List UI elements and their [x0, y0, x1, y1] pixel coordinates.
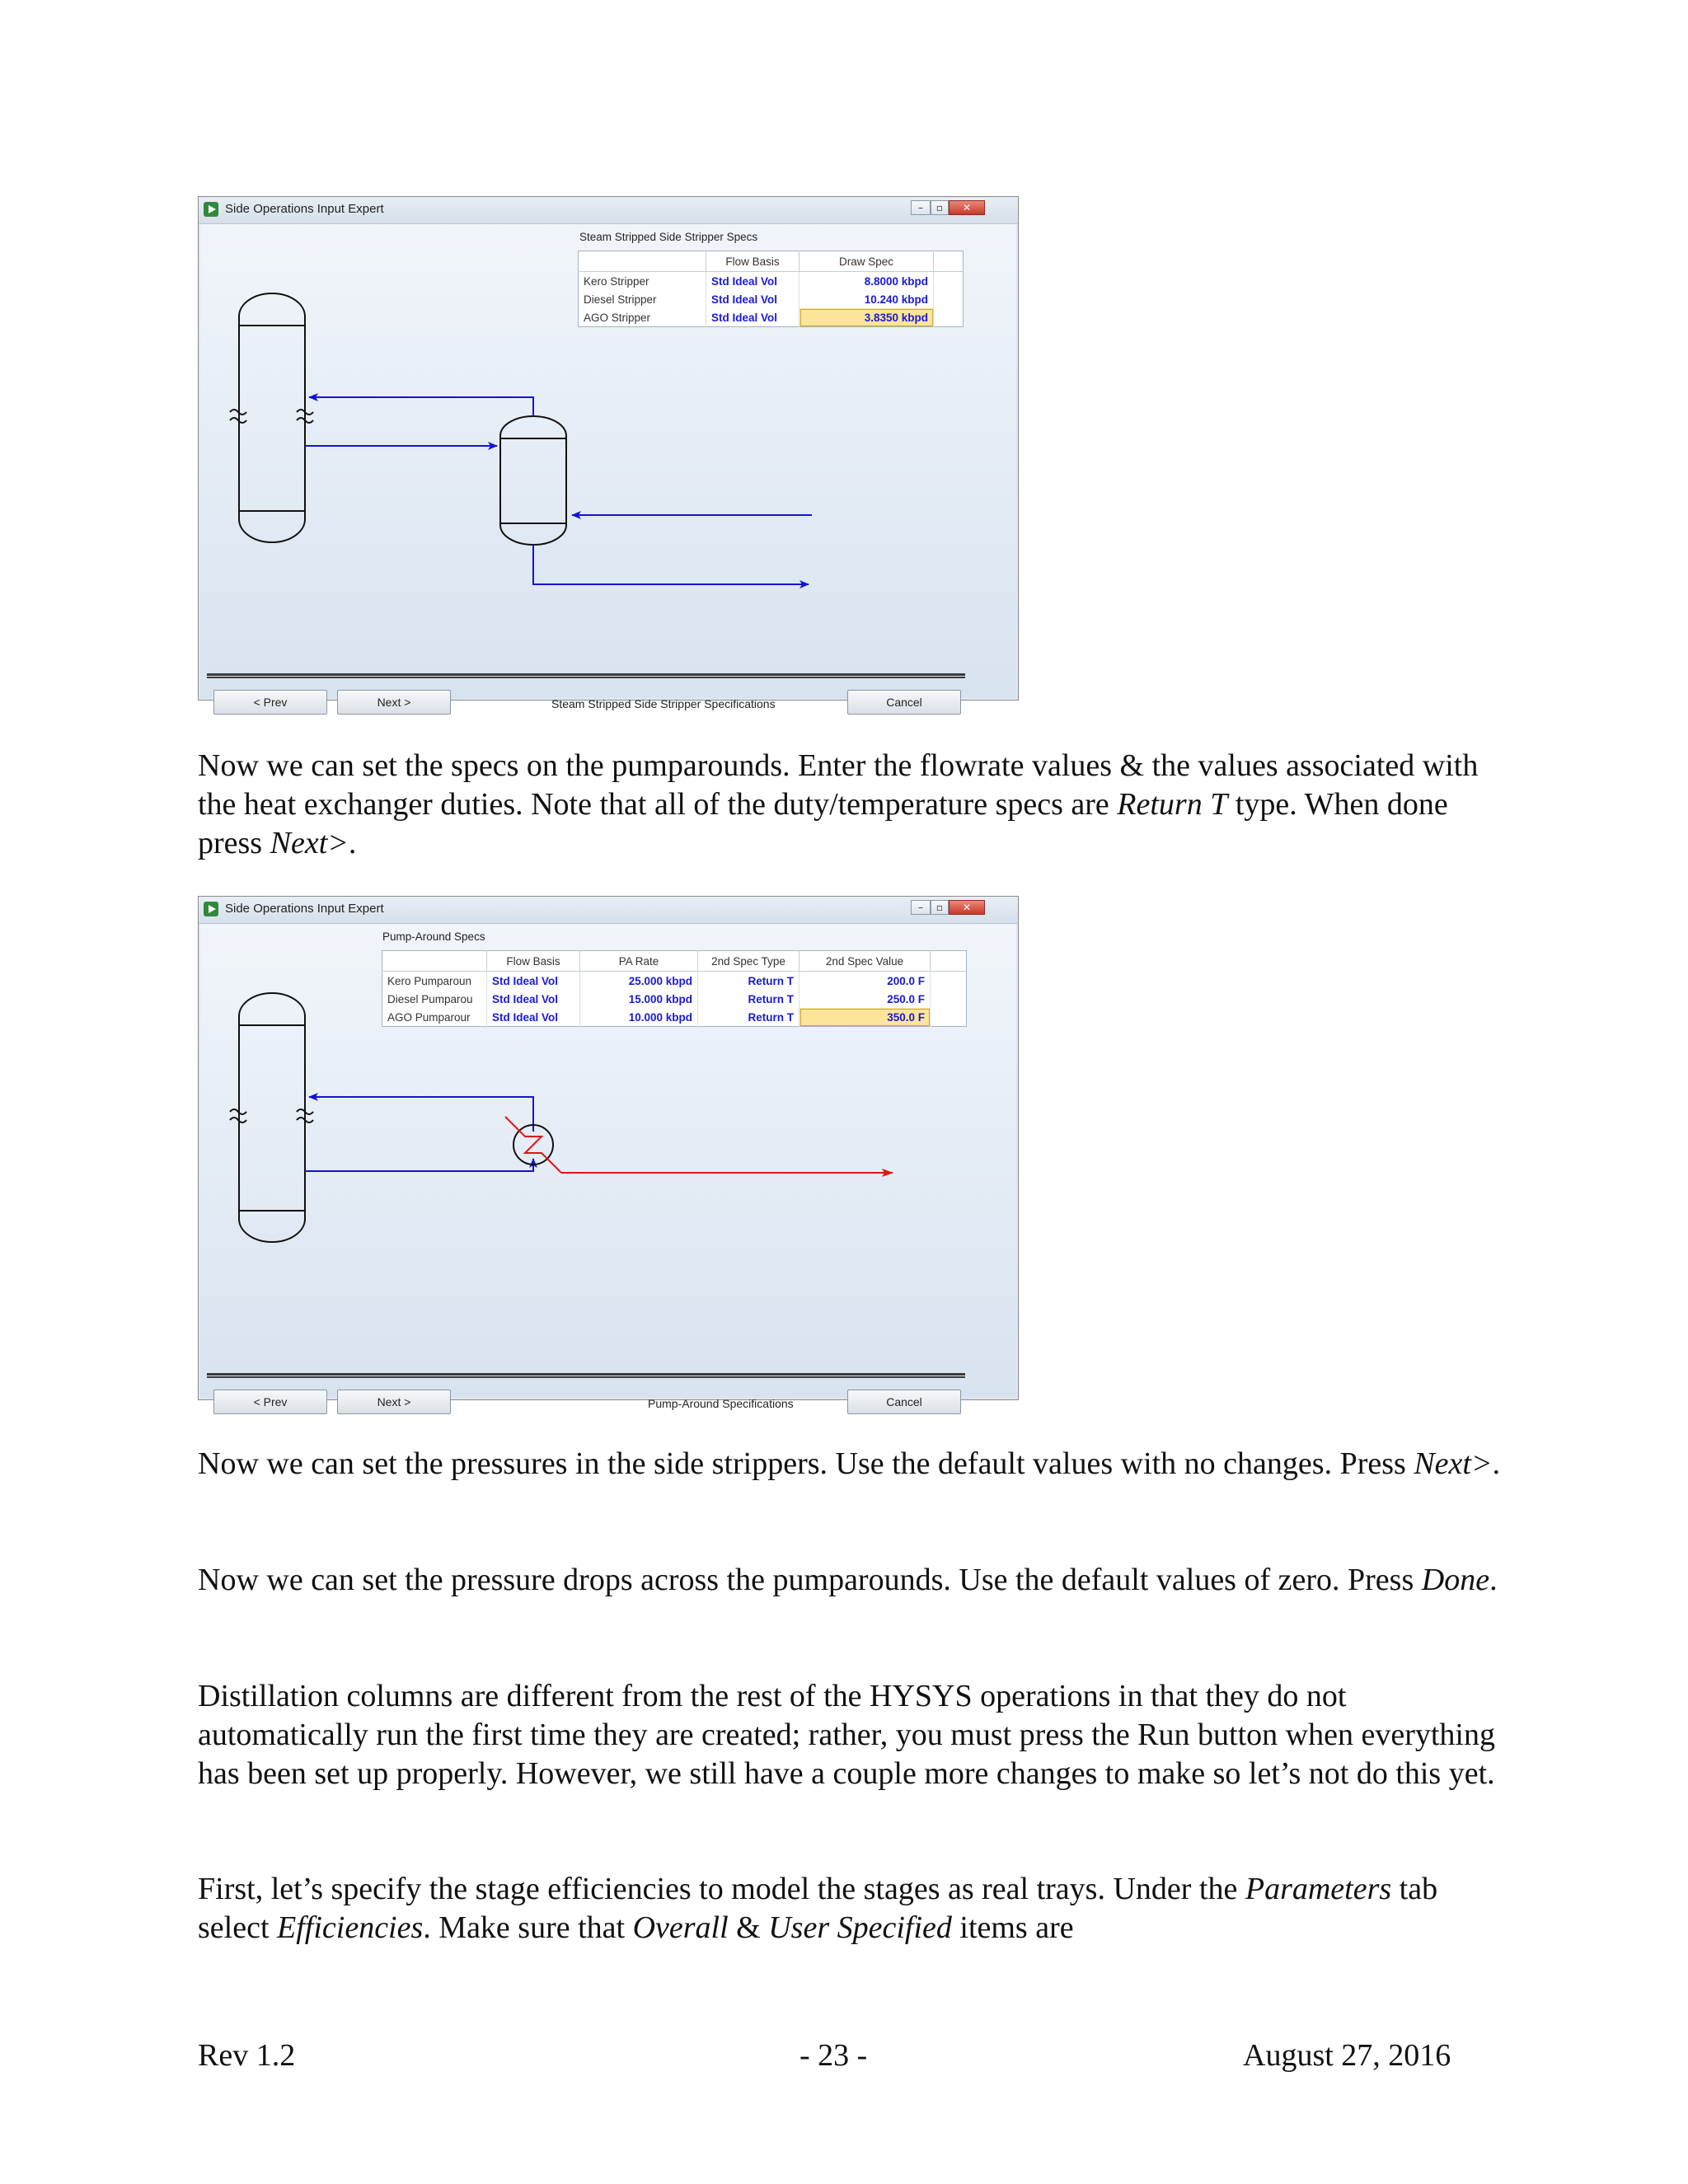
cancel-button[interactable]: Cancel	[847, 1390, 961, 1414]
cancel-button[interactable]: Cancel	[847, 690, 961, 715]
draw-spec-cell-selected[interactable]: 3.8350 kbpd	[799, 308, 934, 327]
table-row	[382, 990, 967, 1008]
close-icon[interactable]: ✕	[949, 900, 985, 915]
row-name: Diesel Pumparou	[382, 990, 487, 1008]
maximize-icon[interactable]: ▫	[931, 200, 949, 215]
instruction-paragraph	[198, 747, 1517, 863]
draw-spec-cell[interactable]: 8.8000 kbpd	[799, 272, 934, 291]
spec-value-cell[interactable]: 200.0 F	[799, 972, 931, 991]
pa-rate-cell[interactable]: 15.000 kbpd	[580, 990, 698, 1008]
draw-spec-cell[interactable]: 10.240 kbpd	[799, 290, 934, 308]
footer-revision: Rev 1.2	[198, 2038, 296, 2073]
paragraph-text: .	[348, 826, 357, 860]
maximize-icon[interactable]: ▫	[931, 900, 949, 915]
spec-value-cell-selected[interactable]: 350.0 F	[799, 1008, 931, 1027]
blank-cell	[934, 272, 964, 291]
close-icon[interactable]: ✕	[949, 200, 985, 215]
spec-type-cell[interactable]: Return T	[698, 990, 799, 1008]
flow-basis-cell[interactable]: Std Ideal Vol	[706, 290, 799, 308]
grid-caption: Pump-Around Specs	[382, 930, 485, 943]
emphasis-text: Efficiencies	[277, 1910, 424, 1945]
row-name: AGO Pumparour	[382, 1008, 487, 1027]
spec-value-cell[interactable]: 250.0 F	[799, 990, 931, 1008]
table-row	[382, 1008, 967, 1027]
paragraph-text: .	[1489, 1563, 1498, 1597]
column-header-blank	[931, 951, 967, 972]
blank-cell	[934, 308, 964, 327]
divider	[207, 1373, 965, 1378]
flow-basis-cell[interactable]: Std Ideal Vol	[487, 990, 580, 1008]
minimize-icon[interactable]: –	[911, 200, 931, 215]
grid-caption: Steam Stripped Side Stripper Specs	[579, 231, 758, 243]
paragraph-text: items are	[951, 1910, 1074, 1945]
paragraph-text: Now we can set the pressures in the side strippers. Use the default values with no changes. Press	[198, 1446, 1414, 1481]
dialog-body	[200, 924, 1016, 1410]
paragraph-text: .	[1492, 1446, 1501, 1481]
table-row	[579, 272, 964, 291]
pa-rate-cell[interactable]: 10.000 kbpd	[580, 1008, 698, 1027]
side-stripper-specs-grid	[578, 251, 964, 327]
row-name: Diesel Stripper	[579, 290, 706, 308]
emphasis-text: Next>	[270, 826, 349, 860]
footer-page-number: - 23 -	[799, 2038, 868, 2073]
column-header-2nd-spec-value: 2nd Spec Value	[799, 951, 931, 972]
status-text: Pump-Around Specifications	[648, 1397, 794, 1410]
heat-exchanger-icon	[505, 1117, 893, 1173]
next-button[interactable]: Next >	[337, 1390, 451, 1414]
window-title: Side Operations Input Expert	[225, 202, 384, 216]
paragraph-text: type. When done press	[198, 787, 1448, 860]
table-row	[579, 290, 964, 308]
spec-type-cell[interactable]: Return T	[698, 972, 799, 991]
next-button[interactable]: Next >	[337, 690, 451, 715]
column-header-flow-basis: Flow Basis	[487, 951, 580, 972]
paragraph-text: &	[728, 1910, 769, 1945]
flow-basis-cell[interactable]: Std Ideal Vol	[706, 308, 799, 327]
flow-basis-cell[interactable]: Std Ideal Vol	[487, 972, 580, 991]
flow-basis-cell[interactable]: Std Ideal Vol	[706, 272, 799, 291]
flow-basis-cell[interactable]: Std Ideal Vol	[487, 1008, 580, 1027]
hysys-app-icon	[204, 902, 218, 916]
pump-around-specs-grid	[382, 950, 967, 1027]
stream-lines	[305, 397, 812, 584]
explanation-paragraph: Distillation columns are different from the rest of the HYSYS operations in that they do not automatically run the first time they are created; rather, you must press the Run button when everything has been set up properly. However, we still have a couple more changes to make so let’s not do this yet.	[198, 1679, 1495, 1791]
blank-cell	[934, 290, 964, 308]
emphasis-text: Return T	[1117, 787, 1228, 822]
instruction-paragraph	[198, 1561, 1517, 1600]
blank-cell	[931, 990, 967, 1008]
emphasis-text: Overall	[632, 1910, 729, 1945]
dialog-body	[200, 224, 1016, 710]
emphasis-text: Next>	[1414, 1446, 1493, 1481]
column-header-2nd-spec-type: 2nd Spec Type	[698, 951, 799, 972]
row-header-corner	[579, 251, 706, 272]
row-name: Kero Pumparoun	[382, 972, 487, 991]
title-bar	[199, 197, 1018, 224]
spec-type-cell[interactable]: Return T	[698, 1008, 799, 1027]
emphasis-text: Parameters	[1245, 1872, 1392, 1906]
main-column-icon	[230, 993, 313, 1242]
hysys-app-icon	[204, 202, 218, 217]
emphasis-text: Done	[1421, 1563, 1490, 1597]
pump-around-specs-dialog	[198, 896, 1019, 1410]
minimize-icon[interactable]: –	[911, 900, 931, 915]
prev-button[interactable]: < Prev	[213, 690, 327, 715]
column-header-draw-spec: Draw Spec	[799, 251, 934, 272]
pa-rate-cell[interactable]: 25.000 kbpd	[580, 972, 698, 991]
row-header-corner	[382, 951, 487, 972]
column-header-pa-rate: PA Rate	[580, 951, 698, 972]
column-header-flow-basis: Flow Basis	[706, 251, 799, 272]
window-title: Side Operations Input Expert	[225, 902, 384, 916]
blank-cell	[931, 972, 967, 991]
footer-date: August 27, 2016	[1243, 2038, 1451, 2073]
table-row	[382, 972, 967, 991]
main-column-icon	[230, 293, 313, 542]
row-name: AGO Stripper	[579, 308, 706, 327]
status-text: Steam Stripped Side Stripper Specifications	[551, 697, 776, 710]
prev-button[interactable]: < Prev	[213, 1390, 327, 1414]
row-name: Kero Stripper	[579, 272, 706, 291]
column-header-blank	[934, 251, 964, 272]
paragraph-text: Now we can set the specs on the pumparounds. Enter the flowrate values & the values associated with the heat exchanger duties. Note that all of the duty/temperature specs are	[198, 748, 1479, 822]
pump-around-lines	[305, 1097, 533, 1171]
paragraph-text: Now we can set the pressure drops across the pumparounds. Use the default values of zero. Press	[198, 1563, 1422, 1597]
blank-cell	[931, 1008, 967, 1027]
emphasis-text: User Specified	[768, 1910, 952, 1945]
paragraph-text: . Make sure that	[423, 1910, 633, 1945]
side-stripper-specs-dialog	[198, 196, 1019, 710]
table-row	[579, 308, 964, 327]
instruction-paragraph	[198, 1870, 1517, 1947]
divider	[207, 673, 965, 678]
paragraph-text: First, let’s specify the stage efficiencies to model the stages as real trays. Under the	[198, 1872, 1245, 1906]
instruction-paragraph	[198, 1445, 1517, 1483]
side-stripper-column-icon	[500, 416, 566, 545]
paragraph-text: tab select	[198, 1872, 1438, 1945]
title-bar	[199, 897, 1018, 924]
